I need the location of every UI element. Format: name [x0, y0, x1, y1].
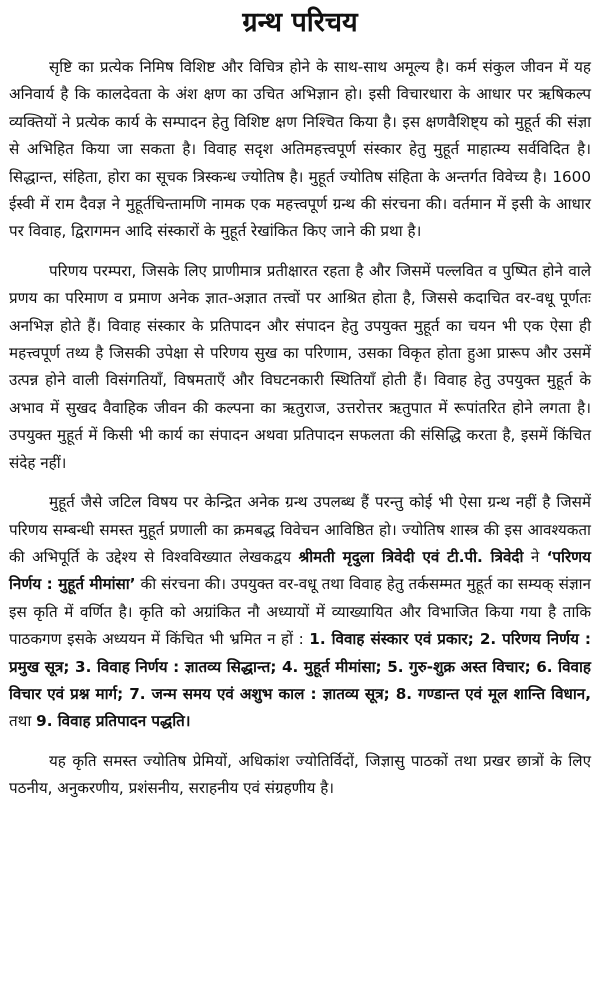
- paragraph-2: परिणय परम्परा, जिसके लिए प्राणीमात्र प्रतीक्षारत रहता है और जिसमें पल्लवित व पुष्पित होने वाले प्रणय का परिमाण व प्रमाण अनेक ज्ञात-अज्ञात तत्त्वों पर आश्रित होता है, जिससे कदाचित वर-वधू पूर्णतः अनभिज्ञ होते हैं। विवाह संस्कार के प्रतिपादन और संपादन हेतु उपयुक्त मुहूर्त का चयन भी एक ऐसा ही महत्त्वपूर्ण तथ्य है जिसकी उपेक्षा से परिणय सुख का परिणाम, उसका विकृत होता हुआ प्रारूप और उसमें उत्पन्न होने वाली विसंगतियाँ, विषमताएँ और विघटनकारी स्थितियाँ होती हैं। विवाह हेतु उपयुक्त मुहूर्त के अभाव में सुखद वैवाहिक जीवन की कल्पना का ऋतुराज, उत्तरोत्तर ऋतुपात में रूपांतरित होने लगता है। उपयुक्त मुहूर्त में किसी भी कार्य का संपादन अथवा प्रतिपादन सफलता की संसिद्धि करता है, इसमें किंचित संदेह नहीं।: [9, 261, 591, 472]
- paragraph-4: यह कृति समस्त ज्योतिष प्रेमियों, अधिकांश ज्योतिर्विदों, जिज्ञासु पाठकों तथा प्रखर छात्रों के लिए पठनीय, अनुकरणीय, प्रशंसनीय, सराहनीय एवं संग्रहणीय है।: [9, 751, 591, 798]
- paragraph-3-body: की संरचना की। उपयुक्त वर-वधू तथा विवाह हेतु तर्कसम्मत मुहूर्त का सम्यक् संज्ञान इस कृति में वर्णित है। कृति को अग्रांकित नौ अध्यायों में व्याख्यायित और विभाजित किया गया है ताकि पाठकगण इसके अध्ययन में किंचित भी भ्रमित न हों :: [9, 575, 591, 649]
- paragraph-3-connector-1: ने: [523, 547, 547, 566]
- paragraph-3: [9, 489, 591, 736]
- author-names: श्रीमती मृदुला त्रिवेदी एवं टी.पी. त्रिवेदी: [298, 547, 524, 566]
- page-title: ग्रन्थ परिचय: [242, 7, 358, 38]
- paragraph-3-connector-2: तथा: [9, 712, 37, 731]
- chapter-list: 1. विवाह संस्कार एवं प्रकार; 2. परिणय निर्णय : प्रमुख सूत्र; 3. विवाह निर्णय : ज्ञातव्य सिद्धान्त; 4. मुहूर्त मीमांसा; 5. गुरु-शुक्र अस्त विचार; 6. विवाह विचार एवं प्रश्न मार्ग; 7. जन्म समय एवं अशुभ काल : ज्ञातव्य सूत्र; 8. गण्डान्त एवं मूल शान्ति विधान,: [9, 630, 591, 703]
- paragraph-1: सृष्टि का प्रत्येक निमिष विशिष्ट और विचित्र होने के साथ-साथ अमूल्य है। कर्म संकुल जीवन में यह अनिवार्य है कि कालदेवता के अंश क्षण का उचित अभिज्ञान हो। इसी विचारधारा के आधार पर ऋषिकल्प व्यक्तियों ने प्रत्येक कार्य के सम्पादन हेतु विशिष्ट क्षण निश्चित किया है। इस क्षणवैशिष्ट्य को मुहूर्त की संज्ञा से अभिहित किया जा सकता है। विवाह सदृश अतिमहत्त्वपूर्ण संस्कार हेतु मुहूर्त माहात्म्य सर्वविदित है। सिद्धान्त, संहिता, होरा का सूचक त्रिस्कन्ध ज्योतिष है। मुहूर्त ज्योतिष संहिता के अन्तर्गत विवेच्य है। 1600 ईस्वी में राम दैवज्ञ ने मुहूर्तचिन्तामणि नामक एक महत्त्वपूर्ण ग्रन्थ की संरचना की। वर्तमान में इसी के आधार पर विवाह, द्विरागमन आदि संस्कारों के मुहूर्त रेखांकित किए जाने की प्रथा है।: [9, 58, 591, 241]
- chapter-list-last: 9. विवाह प्रतिपादन पद्धति।: [36, 712, 191, 731]
- book-title: ‘परिणय निर्णय : मुहूर्त मीमांसा’: [9, 547, 591, 594]
- paragraph-3-intro: मुहूर्त जैसे जटिल विषय पर केन्द्रित अनेक ग्रन्थ उपलब्ध हैं परन्तु कोई भी ऐसा ग्रन्थ नहीं है जिसमें परिणय सम्बन्धी समस्त मुहूर्त प्रणाली का क्रमबद्ध विवेचन आविष्ठित हो। ज्योतिष शास्त्र की इस आवश्यकता की अभिपूर्ति के उद्देश्य से विश्वविख्यात लेखकद्वय: [9, 493, 591, 566]
